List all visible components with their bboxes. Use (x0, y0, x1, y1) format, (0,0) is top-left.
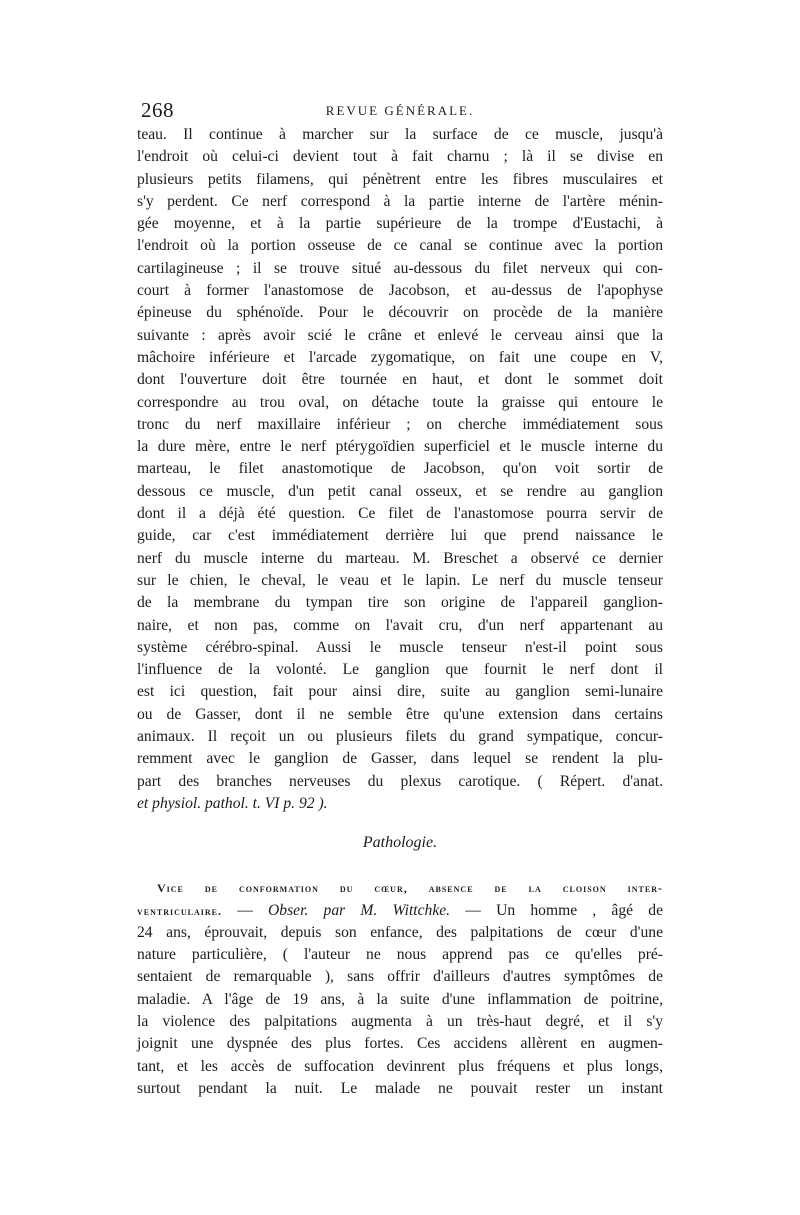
text-line: la dure mère, entre le nerf ptérygoïdien superficiel et le muscle interne du (137, 438, 663, 456)
text-line: plusieurs petits filamens, qui pénètrent entre les fibres musculaires et (137, 170, 663, 188)
text-line: court à former l'anastomose de Jacobson, et au-dessus de l'apophyse (137, 282, 663, 300)
text-line: l'influence de la volonté. Le ganglion que fournit le nerf dont il (137, 661, 663, 679)
text-line: cartilagineuse ; il se trouve situé au-dessous du filet nerveux qui con- (137, 259, 663, 277)
page-number: 268 (141, 98, 174, 122)
text-line: correspondre au trou oval, on détache toute la graisse qui entoure le (137, 393, 663, 411)
paragraph-anatomy (137, 124, 663, 815)
text-line: s'y perdent. Ce nerf correspond à la partie interne de l'artère ménin- (137, 192, 663, 210)
text-line: surtout pendant la nuit. Le malade ne pouvait rester un instant (137, 1079, 663, 1097)
section-title: Pathologie. (362, 834, 438, 852)
text-line: naire, et non pas, comme on l'avait cru, d'un nerf appartenant au (137, 616, 663, 634)
text-line: système cérébro-spinal. Aussi le muscle tenseur n'est-il point sous (137, 638, 663, 656)
text-line: animaux. Il reçoit un ou plusieurs filets du grand sympatique, concur- (137, 728, 663, 746)
paragraph-pathology (137, 877, 663, 1100)
text-line: marteau, le filet anastomotique de Jacobson, qu'on voit sortir de (137, 460, 663, 478)
text-line: 24 ans, éprouvait, depuis son enfance, des palpitations de cœur d'une (137, 923, 663, 941)
text-line: sur le chien, le cheval, le veau et le lapin. Le nerf du muscle tenseur (137, 571, 663, 589)
dash: — (222, 901, 269, 919)
case-heading-end: ventriculaire. (137, 903, 223, 918)
text-line: dessous ce muscle, d'un petit canal osseux, et se rendre au ganglion (137, 482, 663, 500)
case-heading: Vice de conformation du cœur, absence de la cloison inter- (157, 881, 663, 896)
running-head: REVUE GÉNÉRALE. (325, 103, 475, 118)
text-line: nerf du muscle interne du marteau. M. Breschet a observé ce dernier (137, 549, 663, 567)
text-line (137, 900, 663, 922)
observer-credit: Obser. par M. Wittchke. (268, 901, 451, 919)
text-line: part des branches nerveuses du plexus carotique. ( Répert. d'anat. (137, 772, 663, 790)
text-line: suivante : après avoir scié le crâne et enlevé le cerveau ainsi que la (137, 326, 663, 344)
text-line: guide, car c'est immédiatement derrière lui que prend naissance le (137, 527, 663, 545)
text-line: l'endroit où la portion osseuse de ce canal se continue avec la portion (137, 237, 663, 255)
text-line: teau. Il continue à marcher sur la surface de ce muscle, jusqu'à (137, 126, 663, 143)
text-line: l'endroit où celui-ci devient tout à fait charnu ; là il se divise en (137, 148, 663, 166)
text-line: nature particulière, ( l'auteur ne nous apprend pas ce qu'elles pré- (137, 946, 663, 964)
text-line: sentaient de remarquable ), sans offrir d'ailleurs d'autres symptômes de (137, 968, 663, 986)
text-line: gée moyenne, et à la partie supérieure de la trompe d'Eustachi, à (137, 215, 663, 233)
text-fragment: — Un homme , âgé de (450, 901, 663, 919)
text-line: tronc du nerf maxillaire inférieur ; on cherche immédiatement sous (137, 415, 663, 433)
text-line: de la membrane du tympan tire son origine de l'appareil ganglion- (137, 594, 663, 612)
text-line: remment avec le ganglion de Gasser, dans lequel se rendent la plu- (137, 750, 663, 768)
citation-line: et physiol. pathol. t. VI p. 92 ). (137, 794, 328, 812)
text-line: tant, et les accès de suffocation devinrent plus fréquens et plus longs, (137, 1057, 663, 1075)
text-line (137, 877, 663, 899)
page-header (137, 98, 663, 124)
text-line: la violence des palpitations augmenta à un très-haut degré, et il s'y (137, 1012, 663, 1030)
text-line: mâchoire inférieure et l'arcade zygomatique, on fait une coupe en V, (137, 348, 663, 366)
book-page (137, 98, 663, 1100)
text-line: ou de Gasser, dont il ne semble être qu'une extension dans certains (137, 705, 663, 723)
text-line: est ici question, fait pour ainsi dire, suite au ganglion semi-lunaire (137, 683, 663, 701)
text-line: dont il a déjà été question. Ce filet de l'anastomose pourra servir de (137, 505, 663, 523)
text-line: épineuse du sphénoïde. Pour le découvrir on procède de la manière (137, 304, 663, 322)
text-line: dont l'ouverture doit être tournée en haut, et dont le sommet doit (137, 371, 663, 389)
text-line: joignit une dyspnée des plus fortes. Ces accidens allèrent en augmen- (137, 1035, 663, 1053)
text-line: maladie. A l'âge de 19 ans, à la suite d'une inflammation de poitrine, (137, 990, 663, 1008)
